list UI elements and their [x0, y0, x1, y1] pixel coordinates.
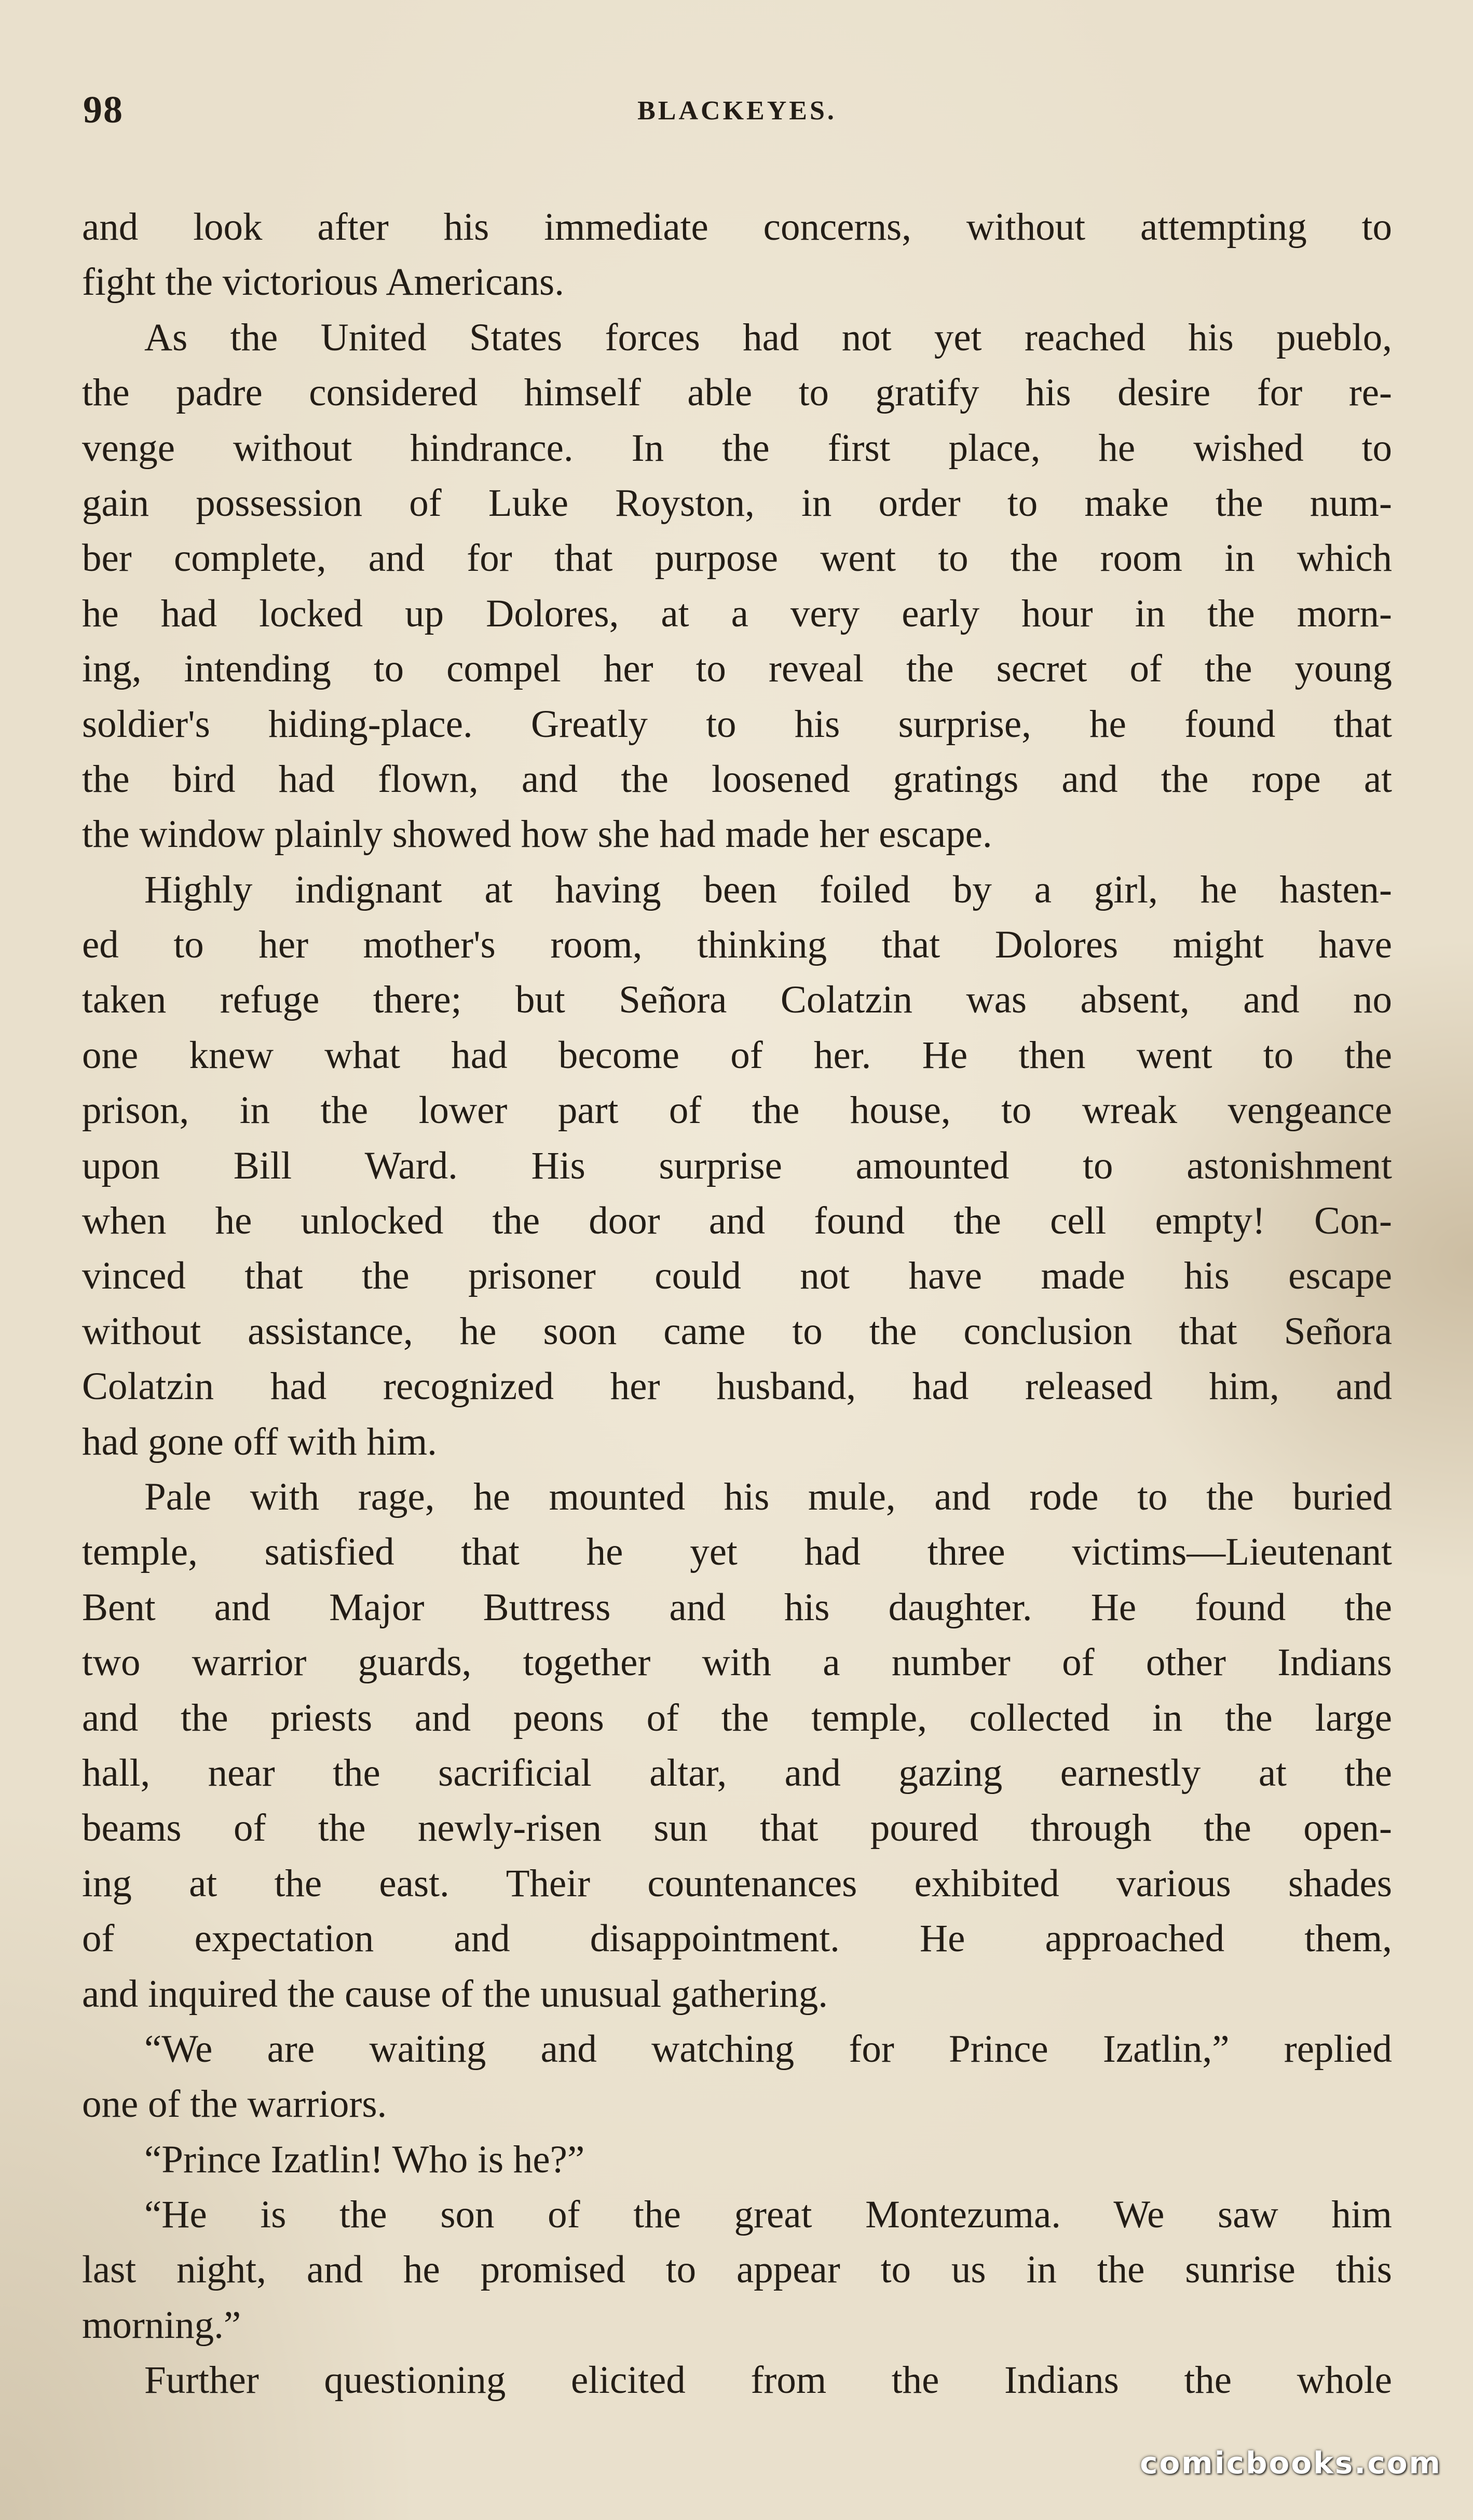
- text-line: fight the victorious Americans.: [82, 261, 564, 304]
- text-line: he had locked up Dolores, at a very early hour in the morn-: [82, 592, 1392, 635]
- running-head: BLACKEYES.: [637, 96, 837, 126]
- text-line: As the United States forces had not yet reached his pueblo,: [144, 316, 1392, 359]
- text-line: prison, in the lower part of the house, to wreak vengeance: [82, 1089, 1392, 1132]
- text-line: the bird had flown, and the loosened gratings and the rope at: [82, 757, 1392, 801]
- text-line: venge without hindrance. In the first place, he wished to: [82, 426, 1392, 470]
- text-line: Pale with rage, he mounted his mule, and rode to the buried: [144, 1475, 1392, 1518]
- text-line: when he unlocked the door and found the cell empty! Con-: [82, 1199, 1392, 1243]
- text-line: and look after his immediate concerns, without attempting to: [82, 206, 1392, 249]
- text-line: Further questioning elicited from the Indians the whole: [144, 2359, 1392, 2402]
- page-header: [83, 88, 1391, 145]
- text-line: “We are waiting and watching for Prince Izatlin,” replied: [144, 2027, 1392, 2071]
- text-line: and inquired the cause of the unusual gathering.: [82, 1972, 828, 2016]
- text-line: beams of the newly-risen sun that poured through the open-: [82, 1806, 1392, 1850]
- text-line: the padre considered himself able to gratify his desire for re-: [82, 371, 1392, 415]
- text-line: last night, and he promised to appear to us in the sunrise this: [82, 2248, 1392, 2292]
- text-line: ing, intending to compel her to reveal the secret of the young: [82, 647, 1392, 691]
- text-line: ed to her mother's room, thinking that Dolores might have: [82, 923, 1392, 967]
- text-line: without assistance, he soon came to the conclusion that Señora: [82, 1309, 1392, 1353]
- text-line: one knew what had become of her. He then went to the: [82, 1033, 1392, 1077]
- text-line: “He is the son of the great Montezuma. We saw him: [144, 2193, 1392, 2237]
- text-line: Colatzin had recognized her husband, had released him, and: [82, 1365, 1392, 1408]
- text-line: and the priests and peons of the temple, collected in the large: [82, 1696, 1392, 1740]
- text-line: taken refuge there; but Señora Colatzin was absent, and no: [82, 978, 1392, 1022]
- text-line: one of the warriors.: [82, 2083, 387, 2126]
- text-line: ing at the east. Their countenances exhibited various shades: [82, 1861, 1392, 1905]
- text-line: ber complete, and for that purpose went to the room in which: [82, 537, 1392, 580]
- text-line: gain possession of Luke Royston, in order to make the num-: [82, 481, 1392, 525]
- text-line: Highly indignant at having been foiled by a girl, he hasten-: [144, 868, 1392, 911]
- text-line: soldier's hiding-place. Greatly to his surprise, he found that: [82, 702, 1392, 746]
- text-line: vinced that the prisoner could not have made his escape: [82, 1254, 1392, 1298]
- text-line: the window plainly showed how she had made her escape.: [82, 813, 992, 856]
- page-number: 98: [83, 89, 124, 131]
- text-line: morning.”: [82, 2303, 241, 2347]
- text-line: temple, satisfied that he yet had three victims—Lieutenant: [82, 1530, 1392, 1574]
- text-line: hall, near the sacrificial altar, and gazing earnestly at the: [82, 1751, 1392, 1795]
- text-line: two warrior guards, together with a number of other Indians: [82, 1641, 1392, 1684]
- text-line: Bent and Major Buttress and his daughter. He found the: [82, 1585, 1392, 1629]
- body-text: [82, 200, 1392, 2408]
- text-line: upon Bill Ward. His surprise amounted to astonishment: [82, 1144, 1392, 1187]
- text-line: “Prince Izatlin! Who is he?”: [144, 2138, 585, 2181]
- watermark: comicbooks.com: [1140, 2445, 1442, 2481]
- text-line: had gone off with him.: [82, 1420, 437, 1463]
- text-line: of expectation and disappointment. He approached them,: [82, 1917, 1392, 1961]
